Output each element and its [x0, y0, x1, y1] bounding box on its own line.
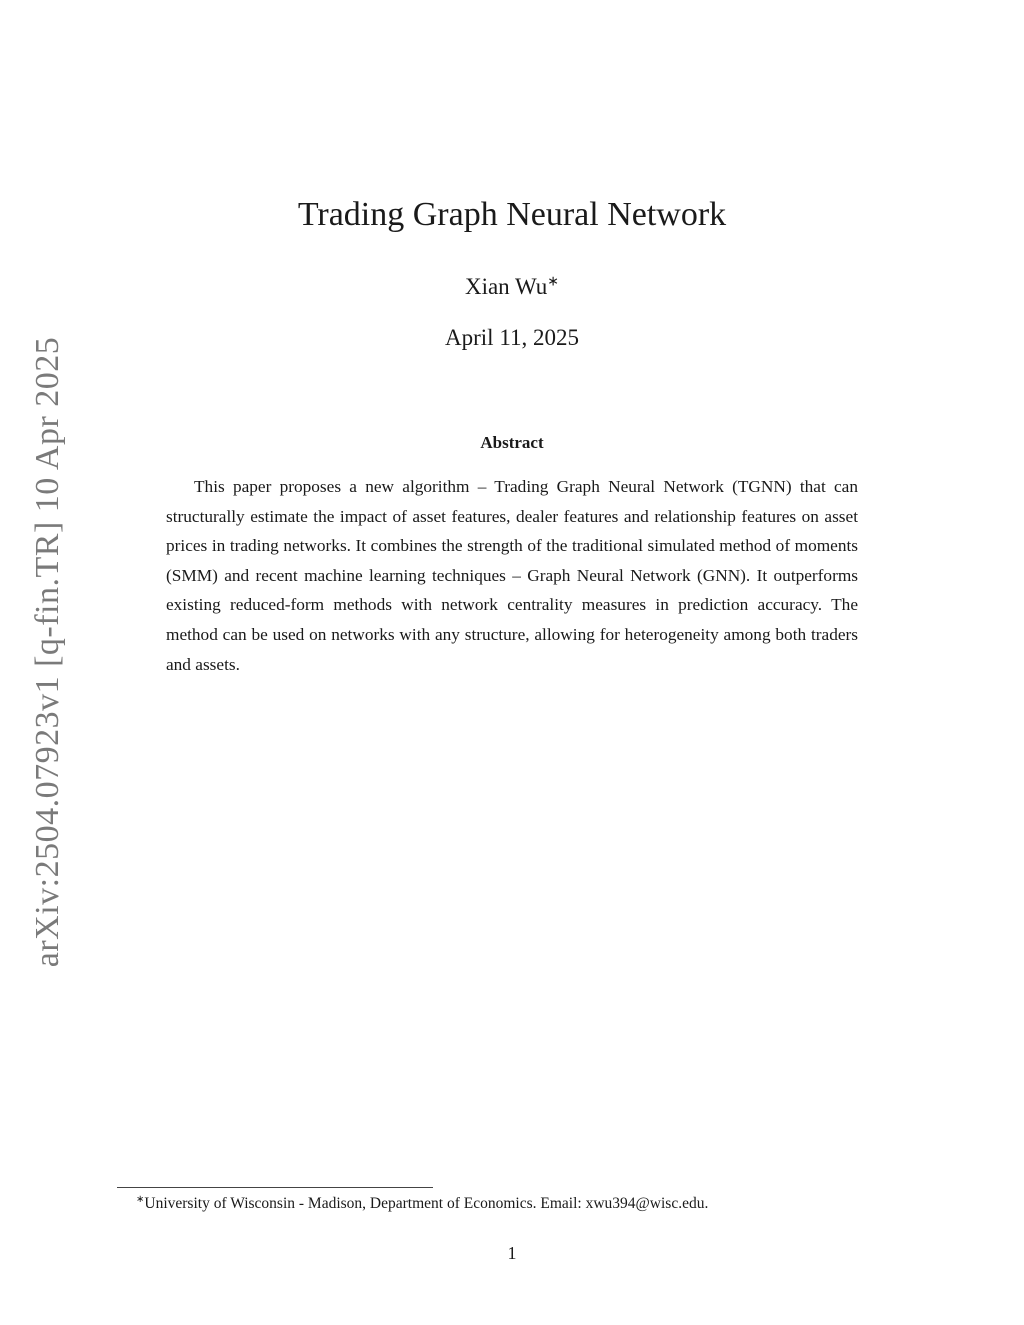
footnote-divider — [117, 1187, 433, 1188]
footnote-mark: ∗ — [136, 1193, 145, 1205]
footnote-text: University of Wisconsin - Madison, Department of Economics. Email: xwu394@wisc.edu. — [144, 1195, 709, 1212]
page-number: 1 — [507, 1243, 517, 1263]
abstract-text: This paper proposes a new algorithm – Trading Graph Neural Network (TGNN) that can structurally estimate the impact of asset features, dealer features and relationship features on asset prices in trading networks. It combines the strength of the traditional simulated method of moments (SMM) and recent machine learning techniques – Graph Neural Network (GNN). It outperforms existing reduced-form methods with network centrality measures in prediction accuracy. The method can be used on networks with any structure, allowing for heterogeneity among both traders and assets. — [166, 477, 858, 674]
author-name: Xian Wu — [464, 274, 548, 299]
author-footnote-mark: ∗ — [547, 274, 560, 290]
paper-date: April 11, 2025 — [445, 325, 579, 350]
abstract-heading: Abstract — [480, 433, 544, 452]
author-line — [0, 274, 1024, 300]
footnote — [136, 1195, 708, 1213]
arxiv-identifier-stamp: arXiv:2504.07923v1 [q-fin.TR] 10 Apr 2025 — [29, 336, 66, 968]
paper-title: Trading Graph Neural Network — [297, 196, 727, 233]
